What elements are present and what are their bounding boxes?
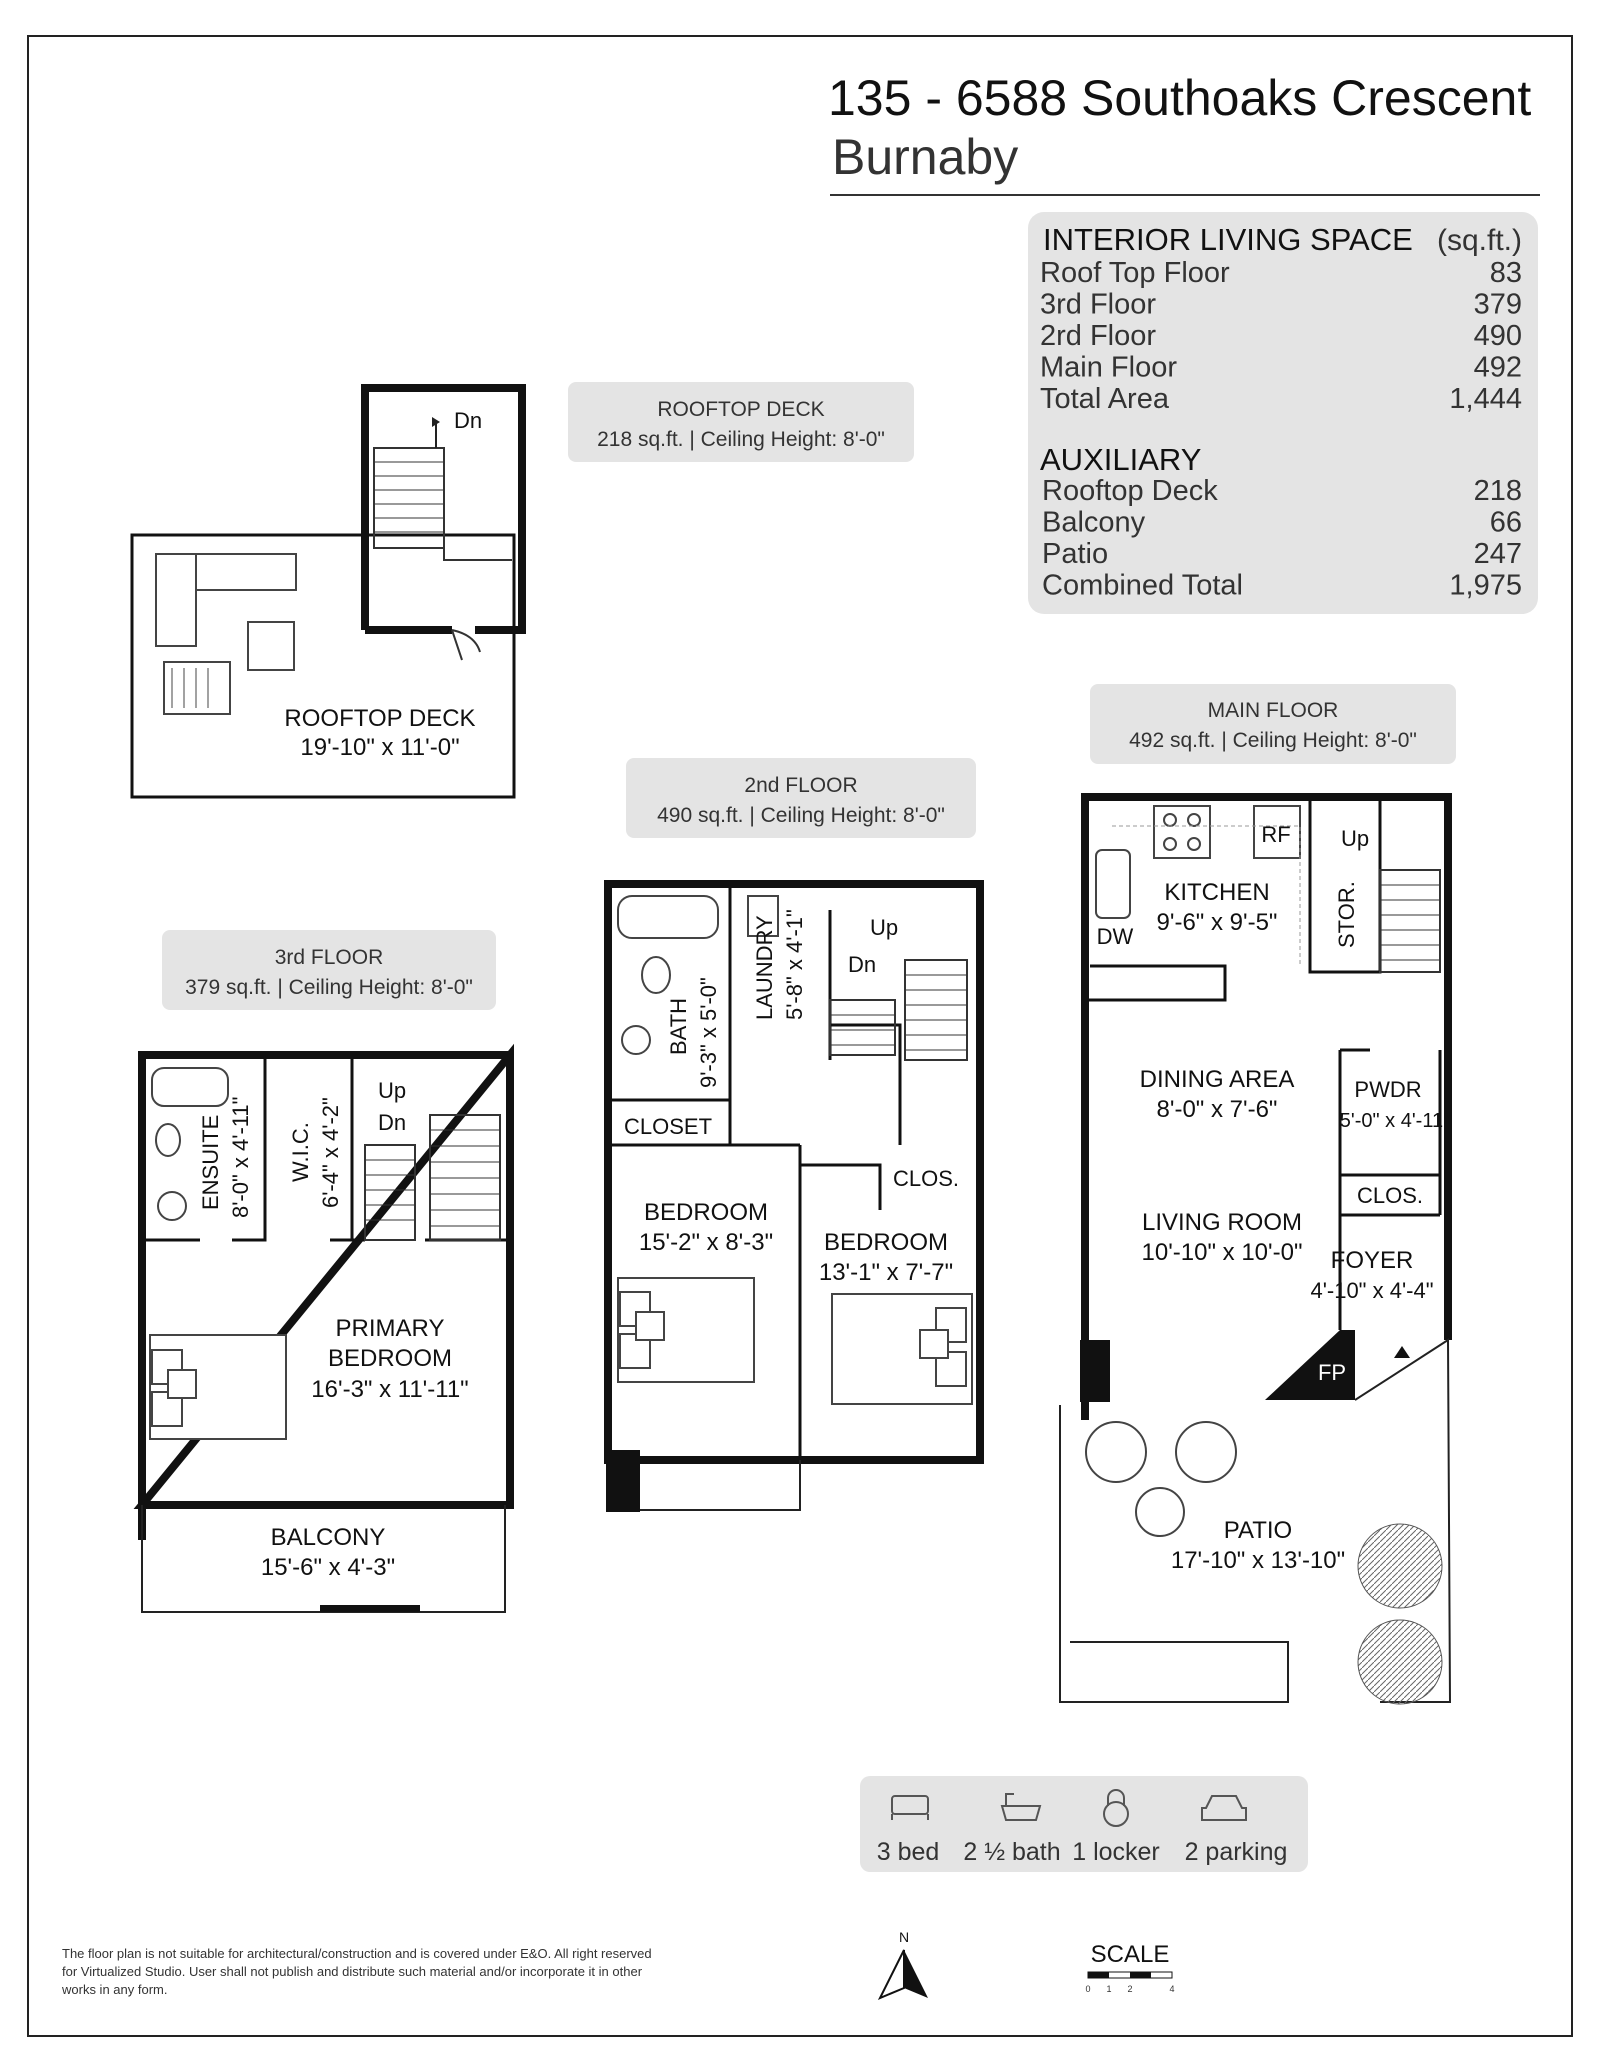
foyer-name: FOYER	[1330, 1247, 1414, 1274]
interior-row-value: 83	[1489, 257, 1522, 289]
bedroom-2-name: BEDROOM	[823, 1229, 949, 1256]
primary-bedroom-name-2: BEDROOM	[327, 1345, 453, 1372]
floor-title: 2nd FLOOR	[744, 774, 858, 797]
living-dim: 10'-10" x 10'-0"	[1141, 1239, 1303, 1266]
laundry-name: LAUNDRY	[752, 915, 777, 1020]
rooftop-stairs	[374, 417, 512, 560]
third-dn-label: Dn	[377, 1110, 407, 1135]
third-up-label: Up	[377, 1078, 407, 1103]
auxiliary-row-value: 218	[1473, 475, 1522, 507]
scale-tick: 4	[1169, 1984, 1175, 1994]
floor-label-background	[1090, 684, 1456, 764]
bedroom-1-dim: 15'-2" x 8'-3"	[638, 1229, 774, 1256]
stor-label: STOR.	[1334, 881, 1359, 948]
wic-name: W.I.C.	[288, 1122, 313, 1182]
auxiliary-heading: AUXILIARY	[1040, 442, 1202, 477]
balcony-dim: 15'-6" x 4'-3"	[260, 1554, 396, 1581]
floor-title: ROOFTOP DECK	[657, 398, 825, 421]
scale-label: SCALE	[1090, 1941, 1170, 1968]
entry-arrow-icon	[1394, 1346, 1410, 1358]
pwdr-dim: 5'-0" x 4'-11"	[1339, 1110, 1451, 1132]
bed-fixture	[150, 1335, 286, 1439]
plant-icon	[1358, 1524, 1442, 1704]
city-subtitle: Burnaby	[832, 129, 1019, 185]
floor-title: MAIN FLOOR	[1207, 699, 1339, 722]
interior-row-value: 379	[1473, 288, 1522, 321]
feature-label: 2 ½ bath	[963, 1838, 1061, 1866]
interior-row-label: Roof Top Floor	[1040, 257, 1230, 289]
auxiliary-row-value: 247	[1473, 538, 1522, 570]
interior-row-label: Main Floor	[1040, 351, 1177, 384]
disclaimer-line-3: works in any form.	[62, 1982, 168, 1997]
rooftop-deck-name: ROOFTOP DECK	[284, 705, 476, 732]
floor-label-main	[1090, 684, 1456, 764]
dw-label: DW	[1096, 924, 1134, 949]
bath-dim: 9'-3" x 5'-0"	[696, 977, 721, 1088]
interior-heading: INTERIOR LIVING SPACE	[1043, 222, 1413, 257]
pwdr-name: PWDR	[1354, 1077, 1422, 1102]
rooftop-dn-label: Dn	[454, 408, 483, 433]
disclaimer-line-1: The floor plan is not suitable for architectural/construction and is covered under E&O. All right reserved	[62, 1946, 652, 1961]
bedroom-1-name: BEDROOM	[643, 1199, 769, 1226]
dining-name: DINING AREA	[1139, 1066, 1295, 1093]
interior-row-label: Total Area	[1040, 383, 1169, 415]
bath-name: BATH	[666, 997, 691, 1055]
third-floor-plan	[142, 1055, 510, 1612]
auxiliary-row-value: 1,975	[1449, 569, 1522, 602]
second-dn-label: Dn	[847, 952, 877, 977]
laundry-dim: 5'-8" x 4'-1"	[782, 909, 807, 1020]
address-title: 135 - 6588 Southoaks Crescent	[828, 70, 1532, 126]
scale-tick: 1	[1106, 1984, 1112, 1994]
area-table	[1028, 212, 1538, 614]
header	[828, 70, 1540, 195]
primary-bedroom-name-1: PRIMARY	[335, 1315, 445, 1342]
dining-dim: 8'-0" x 7'-6"	[1156, 1096, 1278, 1123]
primary-bedroom-dim: 16'-3" x 11'-11"	[311, 1376, 469, 1403]
kitchen-dim: 9'-6" x 9'-5"	[1156, 909, 1278, 936]
disclaimer-line-2: for Virtualized Studio. User shall not publish and distribute such material and/or incorporate it in other	[62, 1964, 643, 1979]
patio-dim: 17'-10" x 13'-10"	[1170, 1547, 1346, 1574]
auxiliary-row-value: 66	[1489, 506, 1522, 539]
second-up-label: Up	[869, 915, 899, 940]
main-floor-wall-block	[1080, 1340, 1110, 1402]
interior-row-value: 1,444	[1449, 383, 1522, 415]
interior-row-label: 2rd Floor	[1040, 320, 1157, 352]
main-floor-plan	[1060, 797, 1450, 1704]
feature-labels	[877, 1838, 1288, 1866]
floor-info: 492 sq.ft. | Ceiling Height: 8'-0"	[1129, 729, 1417, 752]
fp-label: FP	[1317, 1360, 1347, 1385]
ensuite-name: ENSUITE	[198, 1114, 223, 1210]
feature-label: 3 bed	[876, 1838, 940, 1866]
north-label: N	[898, 1929, 910, 1945]
balcony-name: BALCONY	[270, 1524, 386, 1551]
floor-title: 3rd FLOOR	[274, 946, 384, 969]
floor-info: 490 sq.ft. | Ceiling Height: 8'-0"	[657, 804, 945, 827]
features-bar	[860, 1776, 1308, 1872]
interior-row-value: 492	[1473, 351, 1522, 384]
feature-label: 1 locker	[1072, 1838, 1160, 1866]
balcony-rail-segment	[320, 1605, 420, 1612]
clos-label-main: CLOS.	[1356, 1183, 1424, 1208]
floor-info: 218 sq.ft. | Ceiling Height: 8'-0"	[597, 428, 885, 451]
second-floor-plan	[606, 884, 980, 1512]
patio-chairs	[1086, 1422, 1236, 1536]
kitchen-name: KITCHEN	[1164, 879, 1270, 906]
interior-row-label: 3rd Floor	[1040, 288, 1157, 321]
bed-fixture	[832, 1294, 972, 1404]
interior-row-value: 490	[1473, 320, 1522, 352]
auxiliary-row-label: Balcony	[1042, 506, 1146, 539]
floor-label-second	[626, 758, 976, 838]
rooftop-door-swing	[452, 630, 480, 660]
main-floor-stairs	[1380, 870, 1440, 972]
rooftop-deck-dim: 19'-10" x 11'-0"	[300, 734, 460, 761]
second-floor-wall-block	[606, 1450, 640, 1512]
bedroom-2-dim: 13'-1" x 7'-7"	[818, 1259, 954, 1286]
main-up-label: Up	[1340, 826, 1370, 851]
sofa-icon	[156, 554, 296, 714]
floor-label-third	[162, 930, 496, 1010]
north-arrow-icon	[880, 1929, 928, 1998]
closet-label: CLOSET	[623, 1114, 713, 1139]
disclaimer	[61, 1946, 652, 1997]
floor-label-rooftop	[568, 382, 914, 462]
auxiliary-row-label: Combined Total	[1042, 569, 1243, 602]
wic-dim: 6'-4" x 4'-2"	[318, 1097, 343, 1208]
ensuite-dim: 8'-0" x 4'-11"	[228, 1096, 253, 1218]
bed-fixture	[618, 1278, 754, 1382]
rf-label: RF	[1261, 822, 1291, 847]
living-name: LIVING ROOM	[1141, 1209, 1303, 1236]
scale-bar	[1085, 1941, 1174, 1994]
floor-info: 379 sq.ft. | Ceiling Height: 8'-0"	[185, 976, 473, 999]
feature-label: 2 parking	[1184, 1838, 1288, 1866]
auxiliary-row-label: Rooftop Deck	[1042, 475, 1218, 507]
auxiliary-row-label: Patio	[1042, 538, 1109, 570]
scale-tick: 2	[1127, 1984, 1133, 1994]
scale-tick: 0	[1085, 1984, 1091, 1994]
rooftop-plan	[132, 388, 522, 797]
unit-label: (sq.ft.)	[1436, 224, 1522, 257]
clos-label-second: CLOS.	[892, 1166, 960, 1191]
foyer-dim: 4'-10" x 4'-4"	[1310, 1278, 1434, 1303]
patio-name: PATIO	[1223, 1517, 1293, 1544]
